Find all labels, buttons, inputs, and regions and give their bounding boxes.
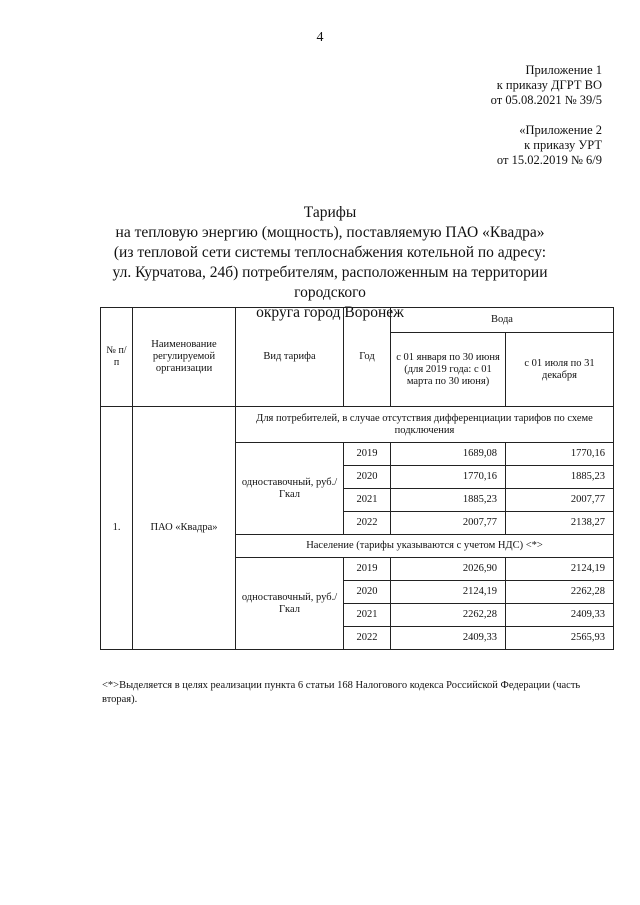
year-cell: 2021 <box>344 489 391 512</box>
year-cell: 2022 <box>344 512 391 535</box>
year-cell: 2022 <box>344 627 391 650</box>
year-cell: 2021 <box>344 604 391 627</box>
group-caption: Для потребителей, в случае отсутствия дифференциации тарифов по схеме подключения <box>236 407 614 443</box>
year-cell: 2019 <box>344 558 391 581</box>
year-cell: 2020 <box>344 466 391 489</box>
tariff-value-period-1: 1689,08 <box>391 443 506 466</box>
annex-1-block <box>491 63 602 108</box>
annex-2-block <box>497 123 602 168</box>
title-line: на тепловую энергию (мощность), поставляемую ПАО «Квадра» <box>115 224 545 241</box>
annex-2-line: к приказу УРТ <box>524 138 602 152</box>
year-cell: 2019 <box>344 443 391 466</box>
tariff-value-period-1: 1770,16 <box>391 466 506 489</box>
header-period-1: с 01 января по 30 июня (для 2019 года: с 01 марта по 30 июня) <box>391 333 506 407</box>
year-cell: 2020 <box>344 581 391 604</box>
tariff-value-period-2: 2262,28 <box>506 581 614 604</box>
tariff-table <box>100 307 614 650</box>
tariff-value-period-1: 2124,19 <box>391 581 506 604</box>
header-year: Год <box>344 308 391 407</box>
annex-1-line: от 05.08.2021 № 39/5 <box>490 93 602 107</box>
tariff-value-period-1: 2409,33 <box>391 627 506 650</box>
document-title <box>80 203 580 323</box>
header-org: Наименование регулируемой организации <box>133 308 236 407</box>
tariff-value-period-2: 2138,27 <box>506 512 614 535</box>
page-number: 4 <box>316 30 324 45</box>
tariff-value-period-2: 2409,33 <box>506 604 614 627</box>
tariff-value-period-1: 2262,28 <box>391 604 506 627</box>
footnote: <*>Выделяется в целях реализации пункта 6 статьи 168 Налогового кодекса Российской Федерации (часть вторая). <box>102 680 581 705</box>
tariff-value-period-1: 2026,90 <box>391 558 506 581</box>
tariff-value-period-2: 2565,93 <box>506 627 614 650</box>
header-num: № п/п <box>101 308 133 407</box>
header-water: Вода <box>391 308 614 333</box>
header-tariff-type: Вид тарифа <box>236 308 344 407</box>
title-line: ул. Курчатова, 24б) потребителям, расположенным на территории городского <box>112 264 548 301</box>
tariff-type: одноставочный, руб./Гкал <box>236 443 344 535</box>
tariff-value-period-2: 2007,77 <box>506 489 614 512</box>
tariff-value-period-1: 1885,23 <box>391 489 506 512</box>
annex-2-line: от 15.02.2019 № 6/9 <box>496 153 602 167</box>
header-period-2: с 01 июля по 31 декабря <box>506 333 614 407</box>
title-line: Тарифы <box>303 204 357 221</box>
title-line: округа город Воронеж <box>256 304 404 321</box>
tariff-value-period-2: 2124,19 <box>506 558 614 581</box>
annex-1-line: к приказу ДГРТ ВО <box>496 78 602 92</box>
group-caption: Население (тарифы указываются с учетом НДС) <*> <box>236 535 614 558</box>
tariff-value-period-1: 2007,77 <box>391 512 506 535</box>
annex-2-line: «Приложение 2 <box>519 123 602 137</box>
row-number: 1. <box>101 407 133 650</box>
tariff-value-period-2: 1770,16 <box>506 443 614 466</box>
annex-1-line: Приложение 1 <box>525 63 602 77</box>
organization-name: ПАО «Квадра» <box>133 407 236 650</box>
tariff-type: одноставочный, руб./Гкал <box>236 558 344 650</box>
title-line: (из тепловой сети системы теплоснабжения котельной по адресу: <box>113 244 547 261</box>
tariff-value-period-2: 1885,23 <box>506 466 614 489</box>
